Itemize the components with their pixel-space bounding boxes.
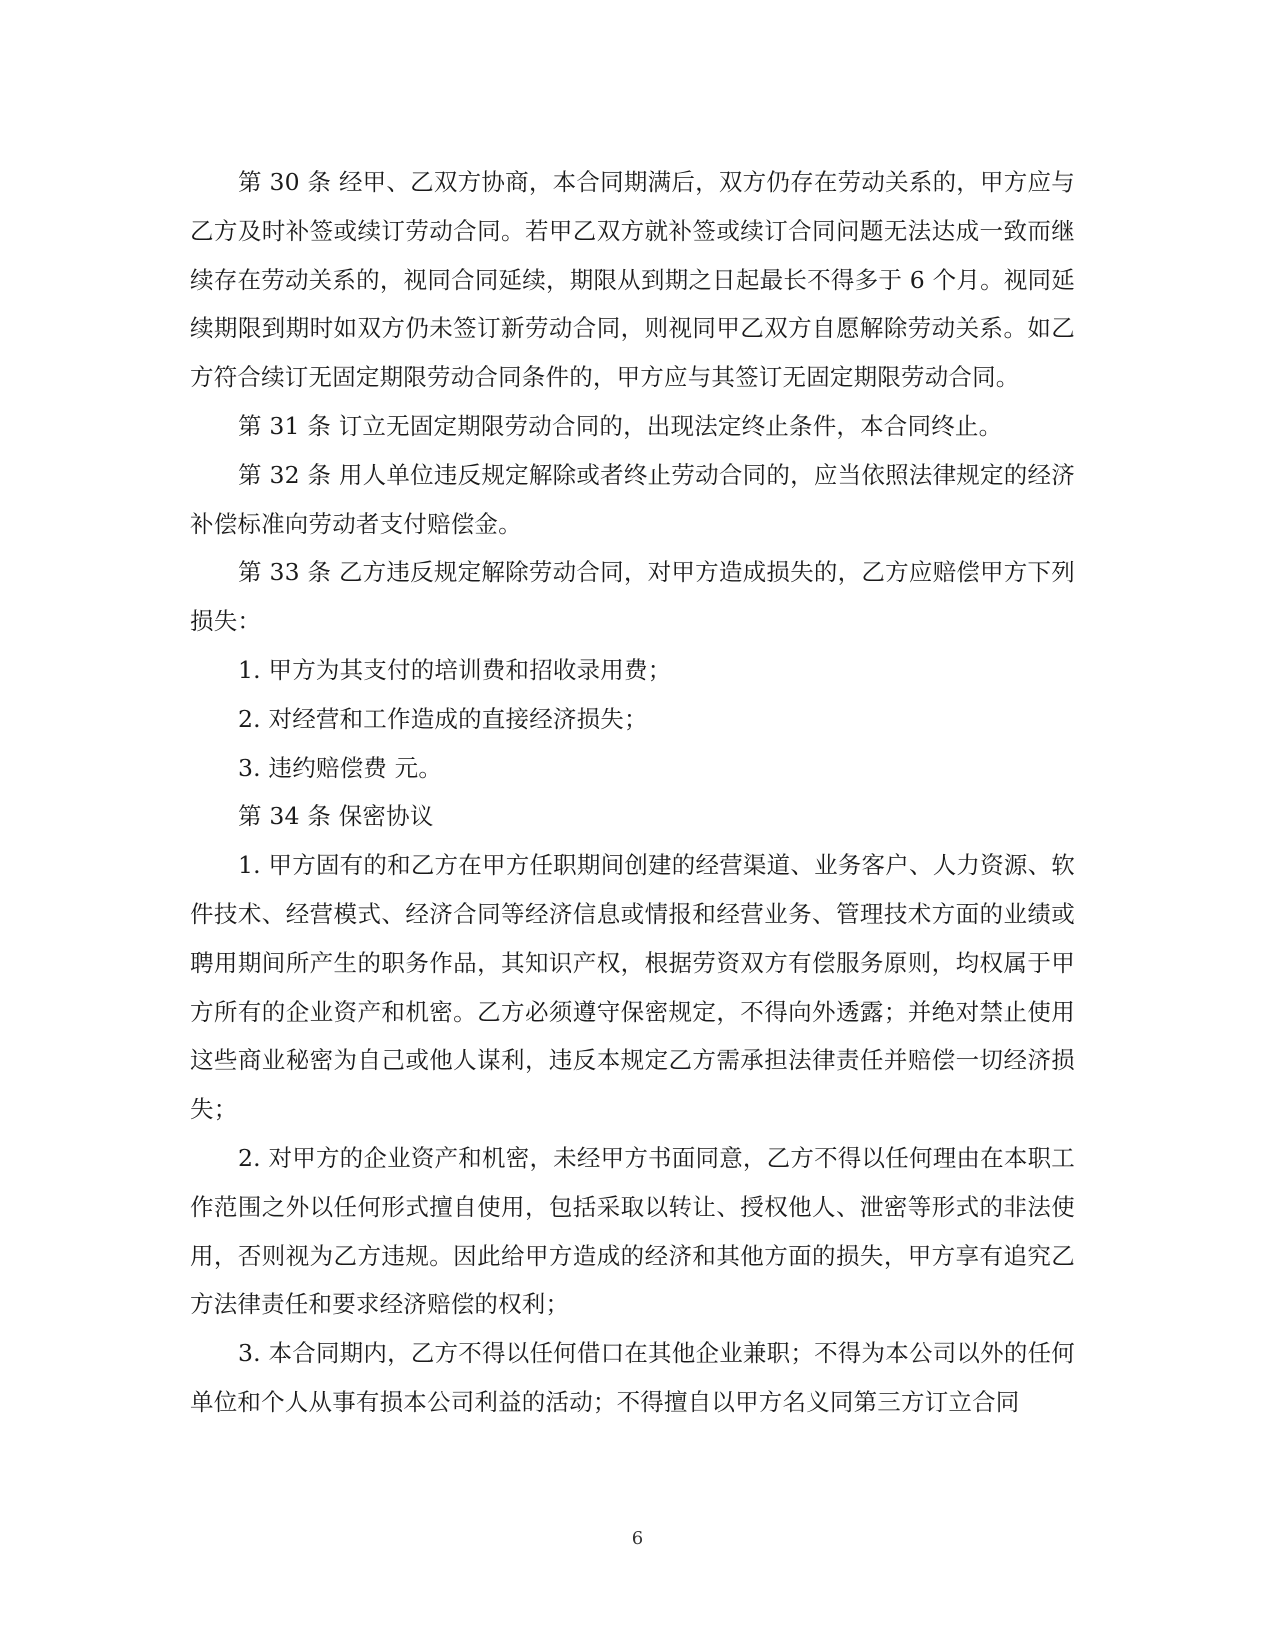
article-33-item-2: 2. 对经营和工作造成的直接经济损失； bbox=[238, 704, 648, 733]
article-34-item-3: 3. 本合同期内，乙方不得以任何借口在其他企业兼职；不得为本公司以外的任何单位和个人从事有损本公司利益的活动；不得擅自以甲方名义同第三方订立合同 bbox=[190, 1339, 1075, 1416]
document-body bbox=[190, 158, 1075, 1427]
article-33-item-1: 1. 甲方为其支付的培训费和招收录用费； bbox=[238, 655, 672, 684]
article-32-paragraph: 第 32 条 用人单位违反规定解除或者终止劳动合同的，应当依照法律规定的经济补偿标准向劳动者支付赔偿金。 bbox=[190, 460, 1075, 538]
article-34-item-2: 2. 对甲方的企业资产和机密，未经甲方书面同意，乙方不得以任何理由在本职工作范围之外以任何形式擅自使用，包括采取以转让、授权他人、泄密等形式的非法使用，否则视为乙方违规。因此给甲方造成的经济和其他方面的损失，甲方享有追究乙方法律责任和要求经济赔偿的权利； bbox=[190, 1143, 1075, 1319]
article-33-item-3: 3. 违约赔偿费 元。 bbox=[238, 753, 443, 782]
article-34-heading: 第 34 条 保密协议 bbox=[238, 802, 434, 831]
article-31-paragraph: 第 31 条 订立无固定期限劳动合同的，出现法定终止条件，本合同终止。 bbox=[238, 411, 1003, 440]
article-33-paragraph: 第 33 条 乙方违反规定解除劳动合同，对甲方造成损失的，乙方应赔偿甲方下列损失： bbox=[190, 558, 1075, 636]
page-number: 6 bbox=[631, 1528, 644, 1549]
article-34-item-1: 1. 甲方固有的和乙方在甲方任职期间创建的经营渠道、业务客户、人力资源、软件技术、经营模式、经济合同等经济信息或情报和经营业务、管理技术方面的业绩或聘用期间所产生的职务作品，其知识产权，根据劳资双方有偿服务原则，均权属于甲方所有的企业资产和机密。乙方必须遵守保密规定，不得向外透露；并绝对禁止使用这些商业秘密为自己或他人谋利，违反本规定乙方需承担法律责任并赔偿一切经济损失； bbox=[190, 851, 1075, 1124]
article-30-paragraph: 第 30 条 经甲、乙双方协商，本合同期满后，双方仍存在劳动关系的，甲方应与乙方及时补签或续订劳动合同。若甲乙双方就补签或续订合同问题无法达成一致而继续存在劳动关系的，视同合同延续，期限从到期之日起最长不得多于 6 个月。视同延续期限到期时如双方仍未签订新劳动合同，则视同甲乙双方自愿解除劳动关系。如乙方符合续订无固定期限劳动合同条件的，甲方应与其签订无固定期限劳动合同。 bbox=[190, 168, 1075, 392]
